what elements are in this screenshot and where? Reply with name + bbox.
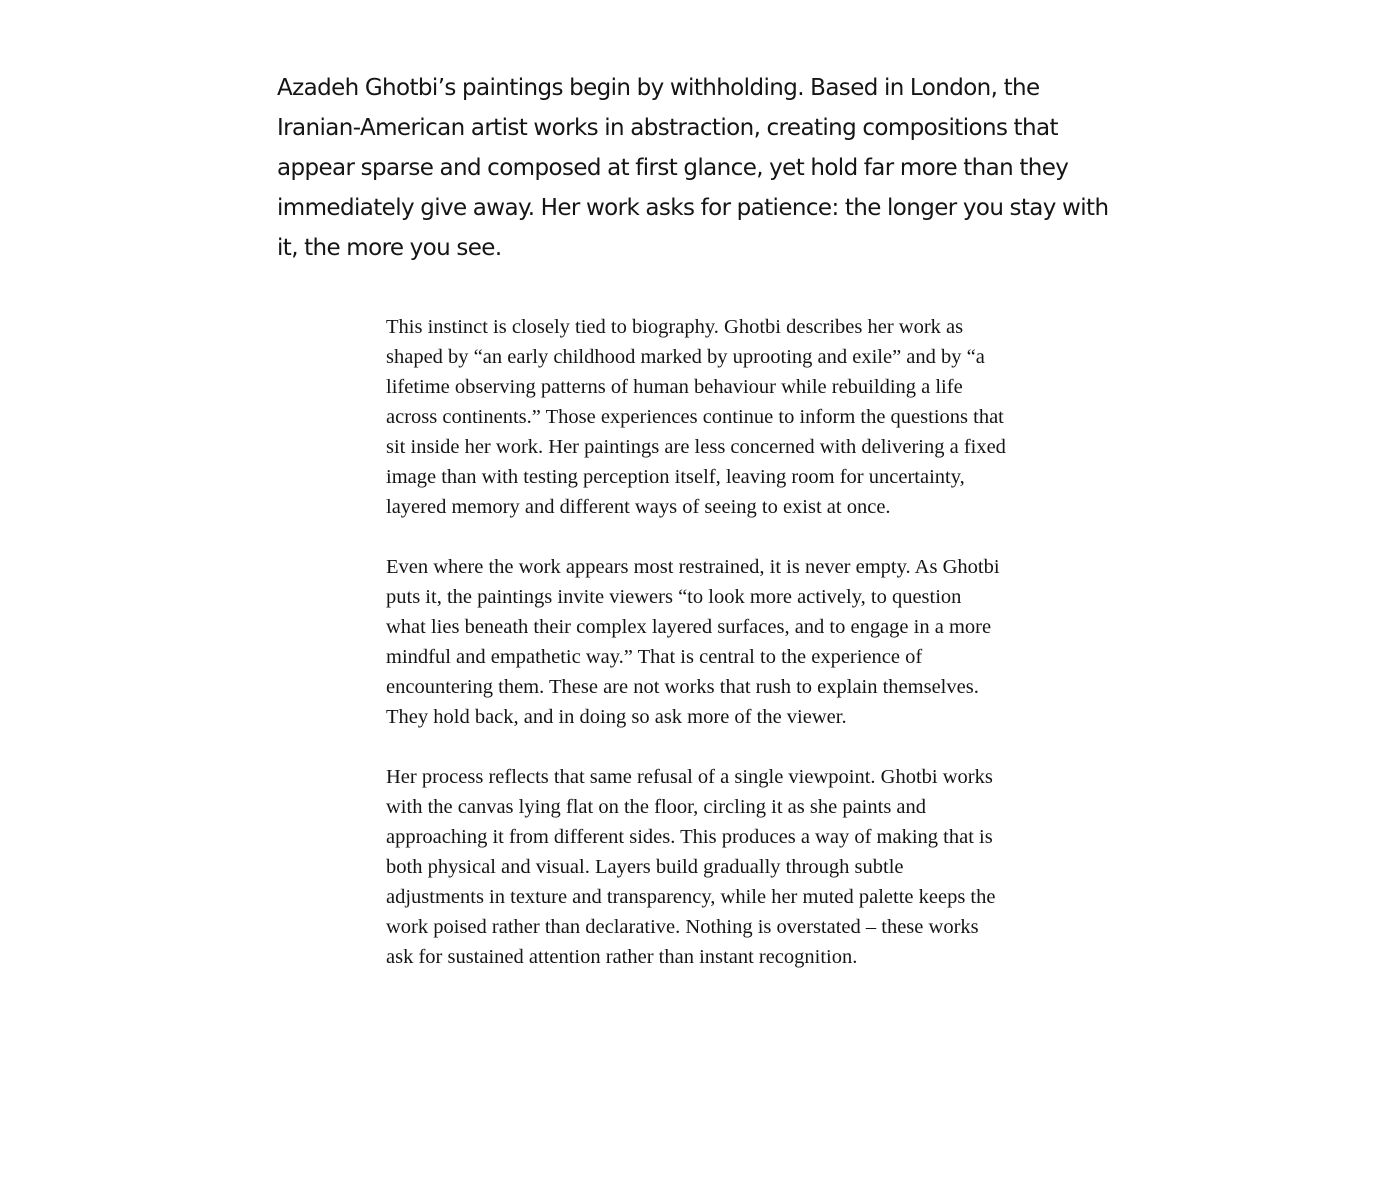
article-paragraph-3: Her process reflects that same refusal of a single viewpoint. Ghotbi works with the canvas lying flat on the floor, circling it as she paints and approaching it from different sides. This produces a way of making that is both physical and visual. Layers build gradually through subtle adjustments in texture and transparency, while her muted palette keeps the work poised rather than declarative. Nothing is overstated – these works ask for sustained attention rather than instant recognition. xyxy=(386,766,996,968)
article-intro: Azadeh Ghotbi’s paintings begin by withholding. Based in London, the Iranian-American artist works in abstraction, creating compositions that appear sparse and composed at first glance, yet hold far more than they immediately give away. Her work asks for patience: the longer you stay with it, the more you see. xyxy=(277,75,1109,261)
article-paragraph-1: This instinct is closely tied to biography. Ghotbi describes her work as shaped by “an early childhood marked by uprooting and exile” and by “a lifetime observing patterns of human behaviour while rebuilding a life across continents.” Those experiences continue to inform the questions that sit inside her work. Her paintings are less concerned with delivering a fixed image than with testing perception itself, leaving room for uncertainty, layered memory and different ways of seeing to exist at once. xyxy=(386,316,1006,518)
article-body xyxy=(386,312,1006,1002)
article-paragraph-2: Even where the work appears most restrained, it is never empty. As Ghotbi puts it, the paintings invite viewers “to look more actively, to question what lies beneath their complex layered surfaces, and to engage in a more mindful and empathetic way.” That is central to the experience of encountering them. These are not works that rush to explain themselves. They hold back, and in doing so ask more of the viewer. xyxy=(386,556,1000,728)
